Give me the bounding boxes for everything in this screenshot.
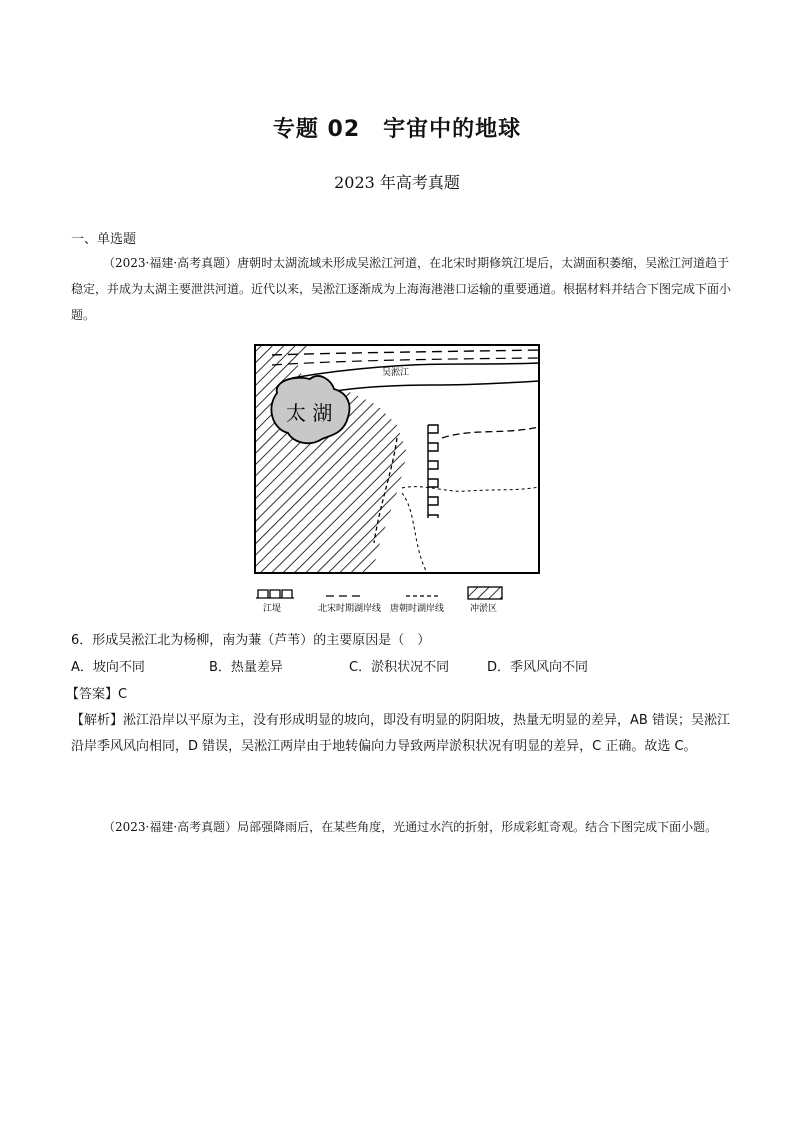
lake-label: 太 湖 bbox=[286, 401, 333, 425]
legend-label-tang: 唐朝时湖岸线 bbox=[390, 604, 445, 613]
option-b: B．热量差异 bbox=[209, 660, 283, 675]
question-6: 6．形成吴淞江北为杨柳，南为蒹（芦苇）的主要原因是（ ） bbox=[71, 633, 431, 648]
page-subtitle: 2023 年高考真题 bbox=[334, 173, 460, 192]
option-a: A．坡向不同 bbox=[71, 660, 145, 675]
analysis: 【解析】淞江沿岸以平原为主，没有形成明显的坡向，即没有明显的阴阳坡，热量无明显的差异，AB 错误；吴淞江沿岸季风风向相同，D 错误，吴淞江两岸由于地转偏向力导致两岸淤积状况有明显的差异，C 正确。故选 C。 bbox=[71, 713, 730, 754]
taihu-map bbox=[252, 343, 542, 613]
passage-2: （2023·福建·高考真题）局部强降雨后，在某些角度，光通过水汽的折射，形成彩虹奇观。结合下图完成下面小题。 bbox=[103, 820, 718, 834]
option-d: D．季风风向不同 bbox=[487, 660, 589, 675]
legend-label-song: 北宋时期湖岸线 bbox=[318, 604, 382, 613]
legend-alluvial-symbol bbox=[468, 587, 502, 599]
legend-label-embankment: 江堤 bbox=[263, 604, 282, 613]
taihu-map-figure bbox=[252, 343, 542, 613]
page-title: 专题 02 宇宙中的地球 bbox=[272, 117, 522, 142]
section-heading: 一、单选题 bbox=[71, 232, 137, 247]
river-label: 吴淞江 bbox=[382, 368, 410, 378]
legend bbox=[256, 587, 502, 613]
legend-label-alluvial: 冲淤区 bbox=[470, 604, 498, 613]
legend-embankment-symbol bbox=[256, 590, 294, 598]
answer: 【答案】C bbox=[66, 687, 128, 702]
option-c: C．淤积状况不同 bbox=[349, 660, 450, 675]
passage-1: （2023·福建·高考真题）唐朝时太湖流域未形成吴淞江河道，在北宋时期修筑江堤后，太湖面积萎缩，吴淞江河道趋于稳定，并成为太湖主要泄洪河道。近代以来，吴淞江逐渐成为上海海港港口运输的重要通道。根据材料并结合下图完成下面小题。 bbox=[71, 256, 732, 322]
